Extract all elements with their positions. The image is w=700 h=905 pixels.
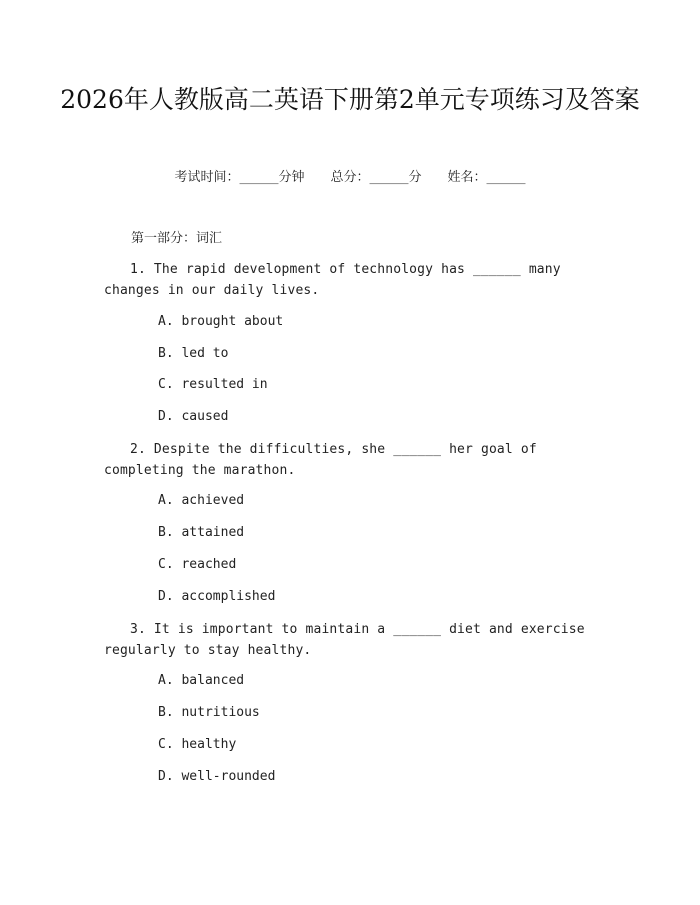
question-1-option-d: D. caused [158,409,229,424]
question-2-option-a: A. achieved [158,493,245,508]
question-3-option-d: D. well-rounded [158,769,276,784]
question-3-option-c: C. healthy [158,737,237,752]
question-2-option-c: C. reached [158,557,237,572]
question-2: 2. Despite the difficulties, she ______ her goal of completing the marathon. [104,442,537,478]
exam-info [0,168,700,188]
question-2-option-d: D. accomplished [158,589,276,604]
question-2-option-b: B. attained [158,525,245,540]
question-1-option-b: B. led to [158,346,229,361]
question-3: 3. It is important to maintain a ______ diet and exercise regularly to stay healthy. [104,622,585,658]
total-score-field: 总分：______分 [330,170,422,185]
question-3-option-a: A. balanced [158,673,245,688]
name-field: 姓名：______ [447,170,526,185]
question-1-option-c: C. resulted in [158,377,268,392]
exam-time-field: 考试时间：______分钟 [174,170,305,185]
question-1: 1. The rapid development of technology has ______ many changes in our daily lives. [104,262,561,298]
page-title: 2026年人教版高二英语下册第2单元专项练习及答案 [60,85,640,114]
question-1-option-a: A. brought about [158,314,284,329]
question-3-option-b: B. nutritious [158,705,260,720]
section-heading: 第一部分：词汇 [131,231,223,246]
